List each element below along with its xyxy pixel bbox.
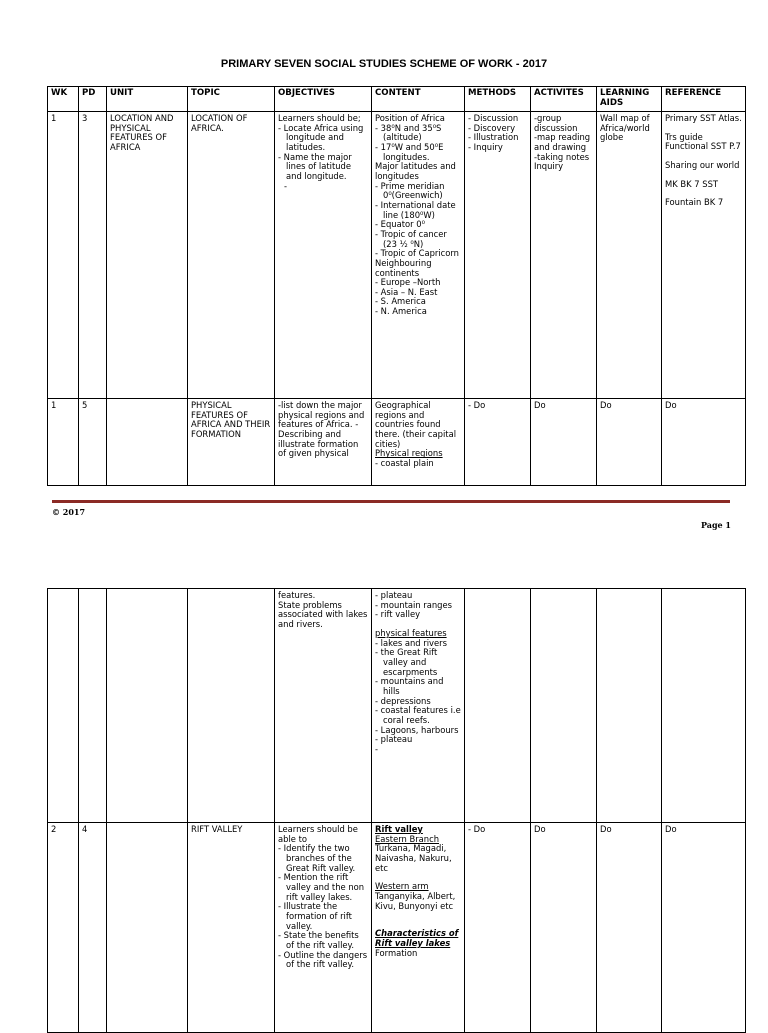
cell-objectives xyxy=(275,589,372,823)
table-row xyxy=(48,823,746,1033)
objective-item: - Illustrate the formation of rift valley. xyxy=(278,901,352,931)
header-learning-aids: LEARNING AIDS xyxy=(597,87,662,112)
cell-wk: 1 xyxy=(48,112,79,399)
cell-learning-aids xyxy=(597,589,662,823)
objectives-intro: Learners should be; xyxy=(278,113,361,123)
header-methods: METHODS xyxy=(465,87,531,112)
cell-pd: 3 xyxy=(79,112,107,399)
cell-wk: 1 xyxy=(48,399,79,486)
content-line: - lakes and rivers xyxy=(375,637,447,648)
content-line: - N. America xyxy=(375,306,427,317)
objectives-intro: Learners should be able to xyxy=(278,824,358,844)
content-subheading: Eastern Branch xyxy=(375,833,440,844)
content-line: Geographical regions and countries found there. (their capital cities) xyxy=(375,400,457,449)
cell-objectives xyxy=(275,112,372,399)
objective-item: - xyxy=(284,180,288,191)
content-heading: physical features xyxy=(375,627,447,638)
scheme-table-page1 xyxy=(47,86,746,486)
activity-item: -map reading and drawing xyxy=(534,132,591,152)
cell-methods: - Do xyxy=(465,399,531,486)
content-line: - depressions xyxy=(375,695,431,706)
cell-unit xyxy=(107,589,188,823)
reference-item: Fountain BK 7 xyxy=(665,197,724,208)
reference-item: Trs guide Functional SST P.7 xyxy=(665,131,741,152)
scheme-table-page2 xyxy=(47,588,746,1033)
content-line: - Tropic of cancer (23 ½ ⁰N) xyxy=(375,228,447,249)
table-row xyxy=(48,399,746,486)
footer-divider xyxy=(52,500,730,503)
content-line: - mountains and hills xyxy=(375,676,444,696)
header-wk: WK xyxy=(48,87,79,112)
cell-reference xyxy=(662,589,746,823)
header-pd: PD xyxy=(79,87,107,112)
content-line: - 17⁰W and 50⁰E longitudes. xyxy=(375,141,444,162)
content-heading: Physical regions xyxy=(375,448,443,459)
cell-unit xyxy=(107,823,188,1033)
content-line: Position of Africa xyxy=(375,113,445,123)
cell-content xyxy=(372,589,465,823)
objective-item: - Locate Africa using longitude and latitudes. xyxy=(278,122,364,152)
content-line: Turkana, Magadi, Naivasha, Nakuru, etc xyxy=(375,843,452,873)
cell-topic: RIFT VALLEY xyxy=(188,823,275,1033)
content-line: - Europe –North xyxy=(375,277,441,288)
content-line: - plateau xyxy=(375,590,413,600)
cell-learning-aids: Wall map of Africa/world globe xyxy=(597,112,662,399)
content-line: - 38⁰N and 35⁰S (altitude) xyxy=(375,122,442,143)
cell-learning-aids: Do xyxy=(597,823,662,1033)
method-item: - Inquiry xyxy=(468,141,503,152)
cell-wk xyxy=(48,589,79,823)
cell-pd: 4 xyxy=(79,823,107,1033)
table-row xyxy=(48,112,746,399)
method-item: - Discussion xyxy=(468,113,519,123)
content-line: - Asia – N. East xyxy=(375,286,438,297)
cell-topic: PHYSICAL FEATURES OF AFRICA AND THEIR FORMATION xyxy=(188,399,275,486)
header-objectives: OBJECTIVES xyxy=(275,87,372,112)
cell-methods xyxy=(465,589,531,823)
content-line: Major latitudes and longitudes xyxy=(375,161,456,181)
cell-wk: 2 xyxy=(48,823,79,1033)
content-subheading: Western arm xyxy=(375,881,429,892)
content-heading: Characteristics of Rift valley lakes xyxy=(375,928,459,948)
content-line: - coastal features i.e coral reefs. xyxy=(375,705,461,725)
content-line: - the Great Rift valley and escarpments xyxy=(375,647,438,677)
method-item: - Illustration xyxy=(468,132,519,143)
cell-reference xyxy=(662,112,746,399)
cell-reference: Do xyxy=(662,823,746,1033)
content-line: - Equator 0⁰ xyxy=(375,219,425,230)
content-line: - rift valley xyxy=(375,609,421,620)
header-reference: REFERENCE xyxy=(662,87,746,112)
content-heading: Rift valley xyxy=(375,824,423,834)
header-activities: ACTIVITES xyxy=(531,87,597,112)
cell-unit xyxy=(107,399,188,486)
objective-item: - Identify the two branches of the Great Rift valley. xyxy=(278,843,356,873)
activity-item: -group discussion xyxy=(534,113,578,133)
header-topic: TOPIC xyxy=(188,87,275,112)
reference-item: Primary SST Atlas. xyxy=(665,113,742,123)
cell-pd: 5 xyxy=(79,399,107,486)
cell-methods: - Do xyxy=(465,823,531,1033)
cell-topic: LOCATION OF AFRICA. xyxy=(188,112,275,399)
cell-pd xyxy=(79,589,107,823)
cell-objectives xyxy=(275,823,372,1033)
cell-content xyxy=(372,823,465,1033)
objective-item: - Name the major lines of latitude and longitude. xyxy=(278,151,352,181)
page-title: PRIMARY SEVEN SOCIAL STUDIES SCHEME OF WORK - 2017 xyxy=(220,58,548,70)
cell-topic xyxy=(188,589,275,823)
content-line: - International date line (180⁰W) xyxy=(375,199,456,220)
method-item: - Discovery xyxy=(468,122,516,133)
cell-learning-aids: Do xyxy=(597,399,662,486)
cell-content xyxy=(372,399,465,486)
content-line: - xyxy=(375,743,379,754)
header-row xyxy=(48,87,746,112)
header-content: CONTENT xyxy=(372,87,465,112)
objective-item: State problems associated with lakes and rivers. xyxy=(278,599,368,629)
content-line: - S. America xyxy=(375,296,426,307)
objective-item: - Outline the dangers of the rift valley. xyxy=(278,949,368,970)
objective-item: features. xyxy=(278,590,316,600)
header-unit: UNIT xyxy=(107,87,188,112)
objective-item: - Mention the rift valley and the non rift valley lakes. xyxy=(278,872,365,902)
reference-item: Sharing our world xyxy=(665,159,740,170)
activity-item: -taking notes xyxy=(534,151,590,162)
cell-reference: Do xyxy=(662,399,746,486)
table-row xyxy=(48,589,746,823)
content-line: - coastal plain xyxy=(375,457,434,468)
content-line: - mountain ranges xyxy=(375,599,453,610)
cell-content xyxy=(372,112,465,399)
activity-item: Inquiry xyxy=(534,161,564,172)
copyright: © 2017 xyxy=(52,507,86,517)
content-line: - plateau xyxy=(375,734,413,745)
cell-unit: LOCATION AND PHYSICAL FEATURES OF AFRICA xyxy=(107,112,188,399)
cell-activities: Do xyxy=(531,399,597,486)
content-line: - Tropic of Capricorn xyxy=(375,248,459,259)
content-line: - Prime meridian 0⁰(Greenwich) xyxy=(375,180,445,201)
content-line: Neighbouring continents xyxy=(375,257,432,278)
content-line: - Lagoons, harbours xyxy=(375,724,459,735)
content-line: Tanganyika, Albert, Kivu, Bunyonyi etc xyxy=(375,890,456,911)
cell-activities: Do xyxy=(531,823,597,1033)
reference-item: MK BK 7 SST xyxy=(665,178,719,189)
cell-methods xyxy=(465,112,531,399)
cell-activities xyxy=(531,589,597,823)
page-number: Page 1 xyxy=(700,520,731,530)
objective-item: - State the benefits of the rift valley. xyxy=(278,930,359,950)
content-line: Formation xyxy=(375,947,418,958)
cell-activities xyxy=(531,112,597,399)
cell-objectives: -list down the major physical regions and features of Africa. -Describing and illustrate formation of given physical xyxy=(275,399,372,486)
